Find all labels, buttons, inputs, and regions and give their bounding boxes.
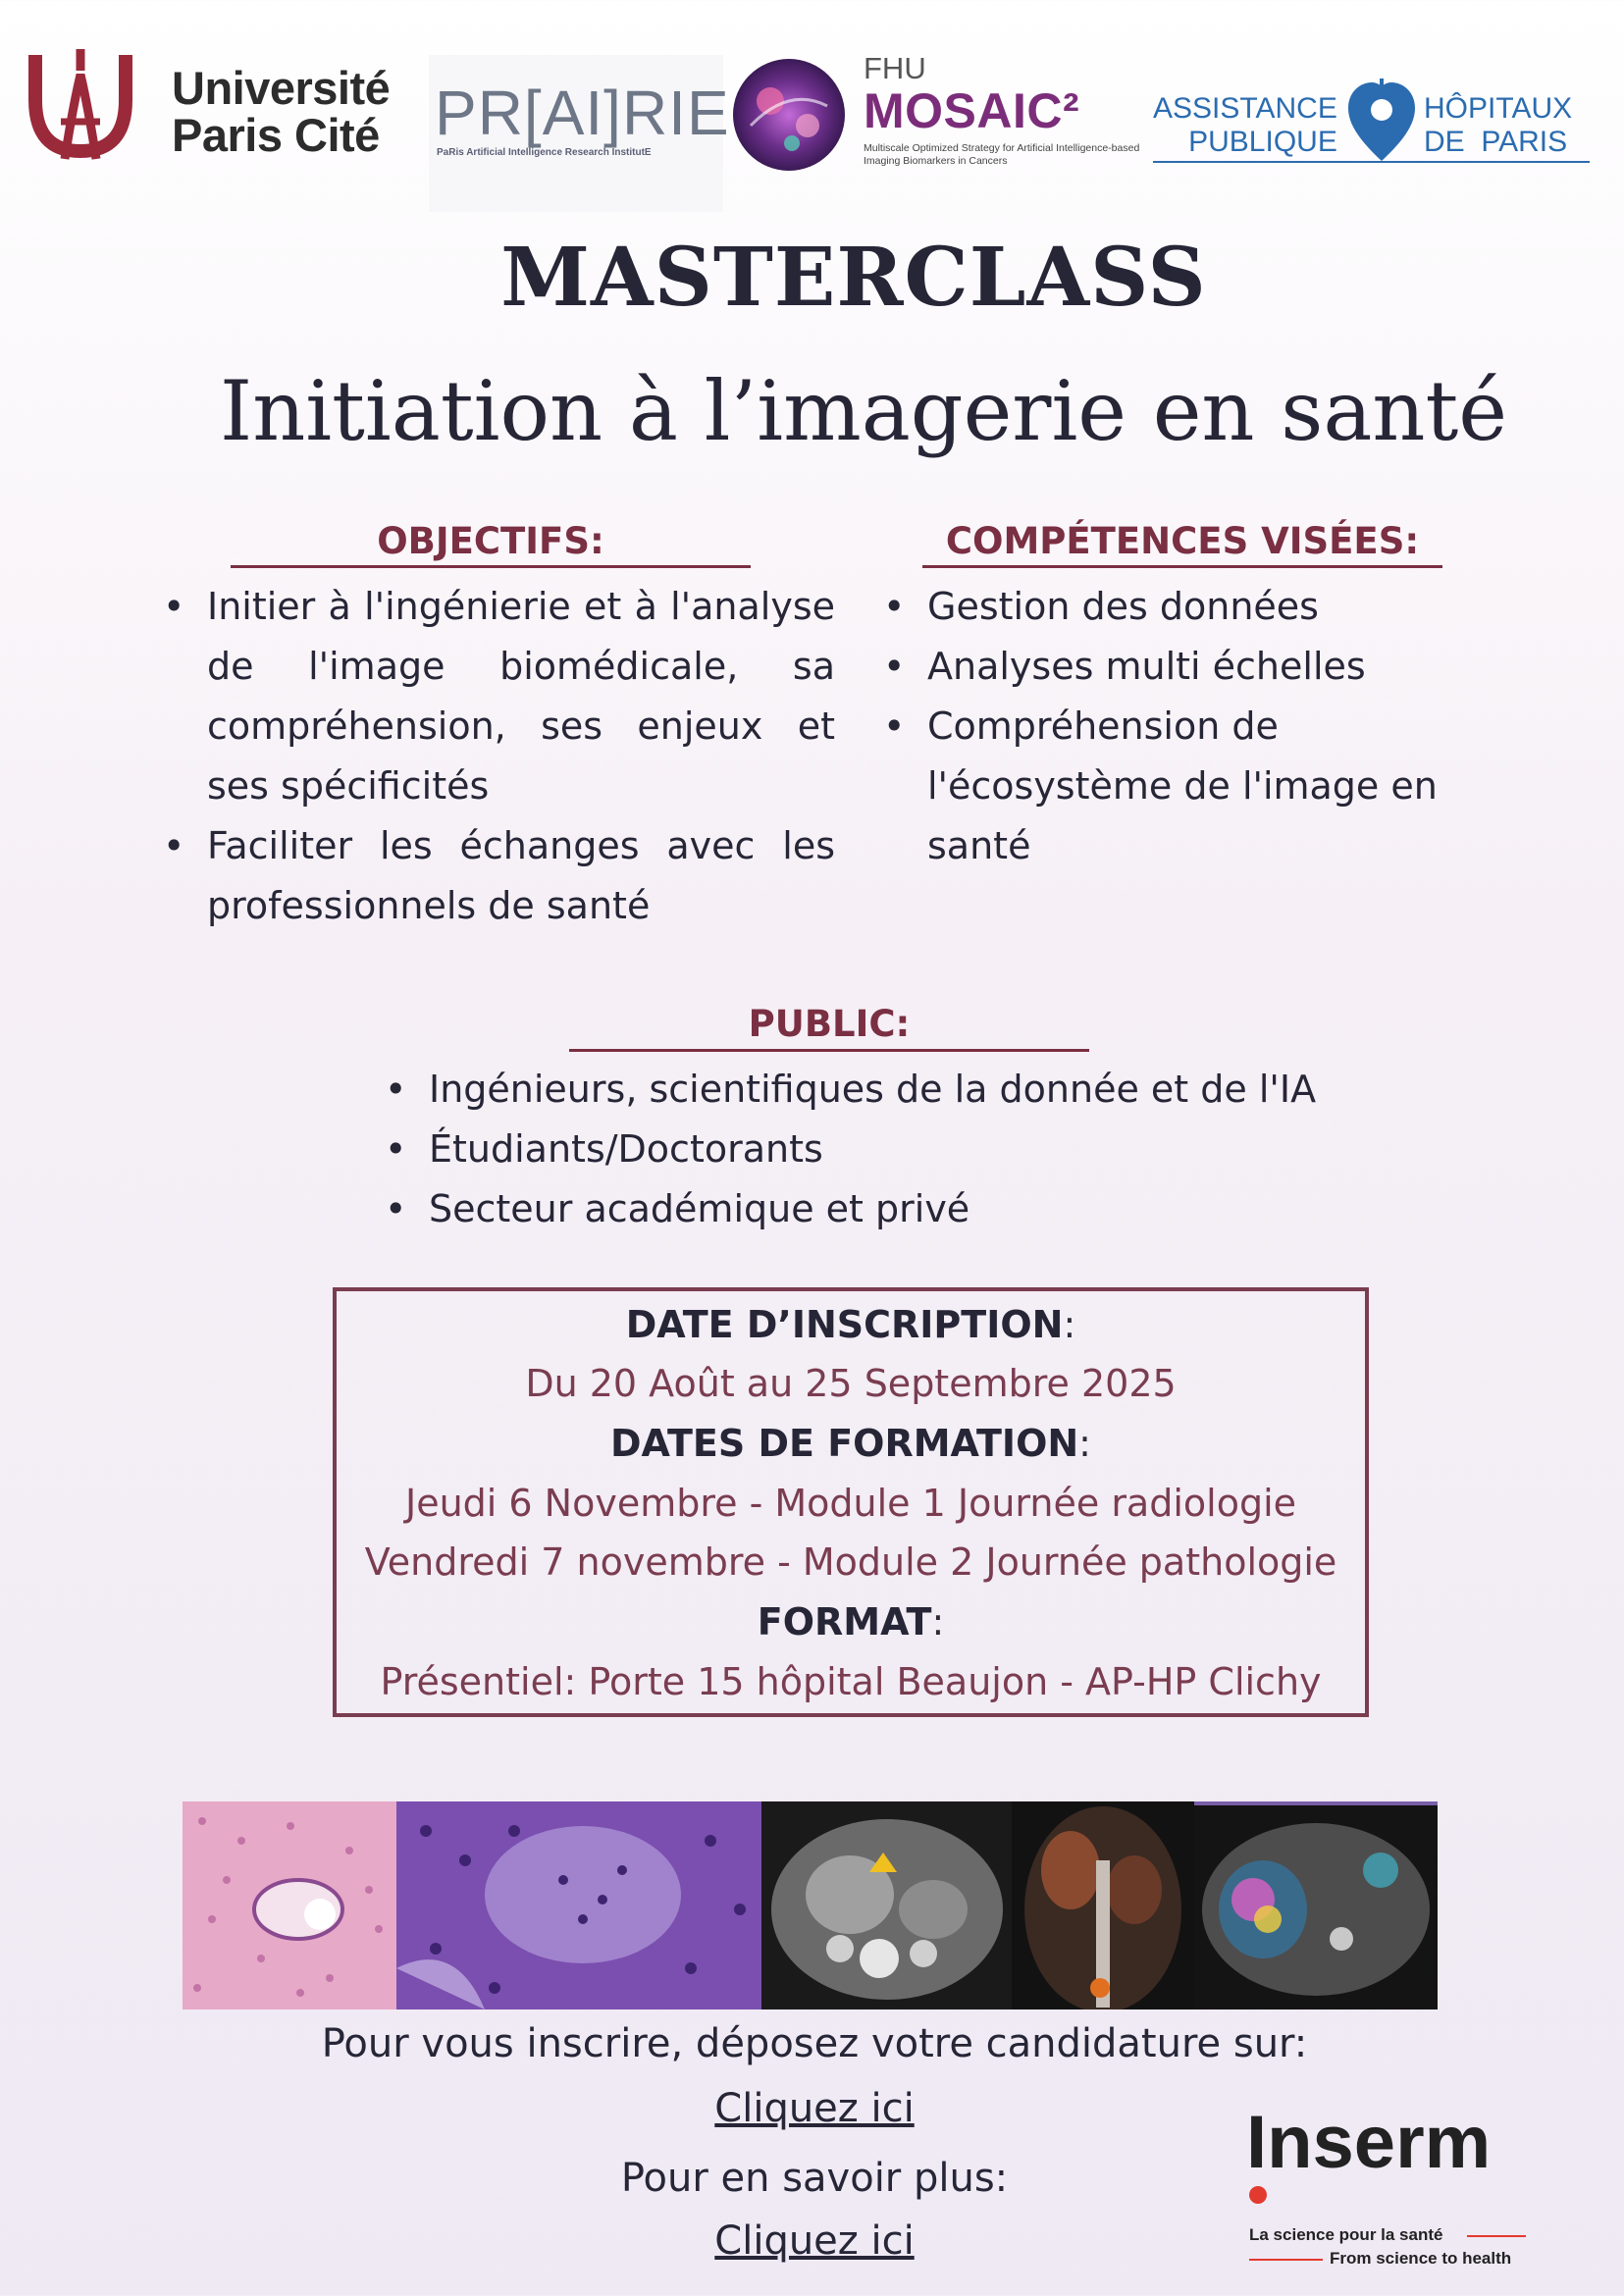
mosaic-circle-logo-icon xyxy=(731,57,847,173)
apply-link[interactable]: Cliquez ici xyxy=(714,2086,915,2131)
skills-list xyxy=(883,577,1452,876)
mosaic-prefix: FHU xyxy=(864,51,926,85)
training-label-line xyxy=(337,1422,1365,1465)
mosaic-wordmark: MOSAIC² xyxy=(864,83,1080,138)
registration-colon: : xyxy=(1063,1303,1076,1346)
training-colon: : xyxy=(1078,1422,1091,1465)
public-list xyxy=(385,1060,1366,1239)
skills-heading-underline xyxy=(922,565,1442,568)
format-colon: : xyxy=(931,1600,945,1644)
inserm-tagline-rule-2 xyxy=(1249,2259,1323,2261)
aphp-hopitaux: HÔPITAUX xyxy=(1424,92,1573,125)
aphp-underline xyxy=(1153,161,1590,163)
skills-item-2: • Analyses multi échelles xyxy=(883,637,1452,697)
pet-fusion-image xyxy=(1194,1801,1438,2009)
aphp-wordmark-right xyxy=(1424,92,1572,159)
aphp-publique: PUBLIQUE xyxy=(1188,126,1337,158)
inserm-wordmark: Inserm xyxy=(1246,2101,1492,2184)
histology-image-2 xyxy=(396,1801,761,2009)
objectives-heading: OBJECTIFS: xyxy=(377,520,604,562)
more-info-link[interactable]: Cliquez ici xyxy=(714,2218,915,2264)
registration-dates: Du 20 Août au 25 Septembre 2025 xyxy=(525,1362,1177,1405)
registration-label: DATE D’INSCRIPTION xyxy=(625,1303,1064,1346)
page-title: MASTERCLASS xyxy=(500,231,1207,325)
dates-info-box xyxy=(333,1287,1369,1717)
registration-label-line xyxy=(337,1303,1365,1346)
apply-instruction: Pour vous inscrire, déposez votre candidature sur: xyxy=(321,2021,1308,2066)
inserm-tagline-fr: La science pour la santé xyxy=(1249,2225,1443,2244)
objectives-item-1: • Initier à l'ingénierie et à l'analyse de l'image biomédicale, sa compréhension, ses enjeux et ses spécificités xyxy=(163,577,835,816)
training-label: DATES DE FORMATION xyxy=(610,1422,1079,1465)
prairie-tagline: PaRis Artificial Intelligence Research InstitutE xyxy=(437,147,652,158)
objectives-heading-underline xyxy=(231,565,751,568)
ct-scan-image xyxy=(761,1801,1012,2009)
skills-item-1: • Gestion des données xyxy=(883,577,1452,637)
public-heading-underline xyxy=(569,1049,1089,1052)
public-item-2: • Étudiants/Doctorants xyxy=(385,1120,1366,1179)
skills-heading: COMPÉTENCES VISÉES: xyxy=(945,520,1420,562)
pet-ct-coronal-image xyxy=(1012,1801,1194,2009)
universite-paris-cite-logo-icon xyxy=(22,49,139,163)
format-label: FORMAT xyxy=(757,1600,932,1644)
upc-line-1: Université xyxy=(172,62,391,114)
aphp-de-paris: DE PARIS xyxy=(1424,126,1568,158)
page-subtitle: Initiation à l’imagerie en santé xyxy=(220,363,1507,459)
objectives-item-2: • Faciliter les échanges avec les professionnels de santé xyxy=(163,816,835,936)
training-date-1: Jeudi 6 Novembre - Module 1 Journée radiologie xyxy=(404,1482,1297,1525)
format-value: Présentiel: Porte 15 hôpital Beaujon - AP-HP Clichy xyxy=(380,1660,1322,1703)
skills-item-3: • Compréhension de l'écosystème de l'image en santé xyxy=(883,697,1452,876)
histology-image-1 xyxy=(183,1801,396,2009)
public-heading: PUBLIC: xyxy=(748,1003,911,1045)
training-date-2: Vendredi 7 novembre - Module 2 Journée pathologie xyxy=(364,1540,1337,1584)
public-item-1: • Ingénieurs, scientifiques de la donnée et de l'IA xyxy=(385,1060,1366,1120)
public-item-3: • Secteur académique et privé xyxy=(385,1179,1366,1239)
objectives-list xyxy=(163,577,835,936)
aphp-assistance: ASSISTANCE xyxy=(1153,92,1337,125)
format-label-line xyxy=(337,1600,1365,1644)
inserm-tagline-en: From science to health xyxy=(1330,2249,1512,2268)
inserm-tagline-rule-1 xyxy=(1467,2235,1526,2237)
aphp-heart-logo-icon xyxy=(1346,78,1417,165)
prairie-wordmark: PR[AI]RIE xyxy=(435,78,730,148)
more-info-text: Pour en savoir plus: xyxy=(620,2156,1009,2201)
inserm-dot-icon xyxy=(1249,2186,1267,2204)
upc-line-2: Paris Cité xyxy=(172,109,380,161)
aphp-wordmark-left xyxy=(1153,92,1337,159)
universite-paris-cite-wordmark xyxy=(172,62,391,161)
mosaic-tagline: Multiscale Optimized Strategy for Artificial Intelligence-based Imaging Biomarkers in Cancers xyxy=(864,142,1140,167)
